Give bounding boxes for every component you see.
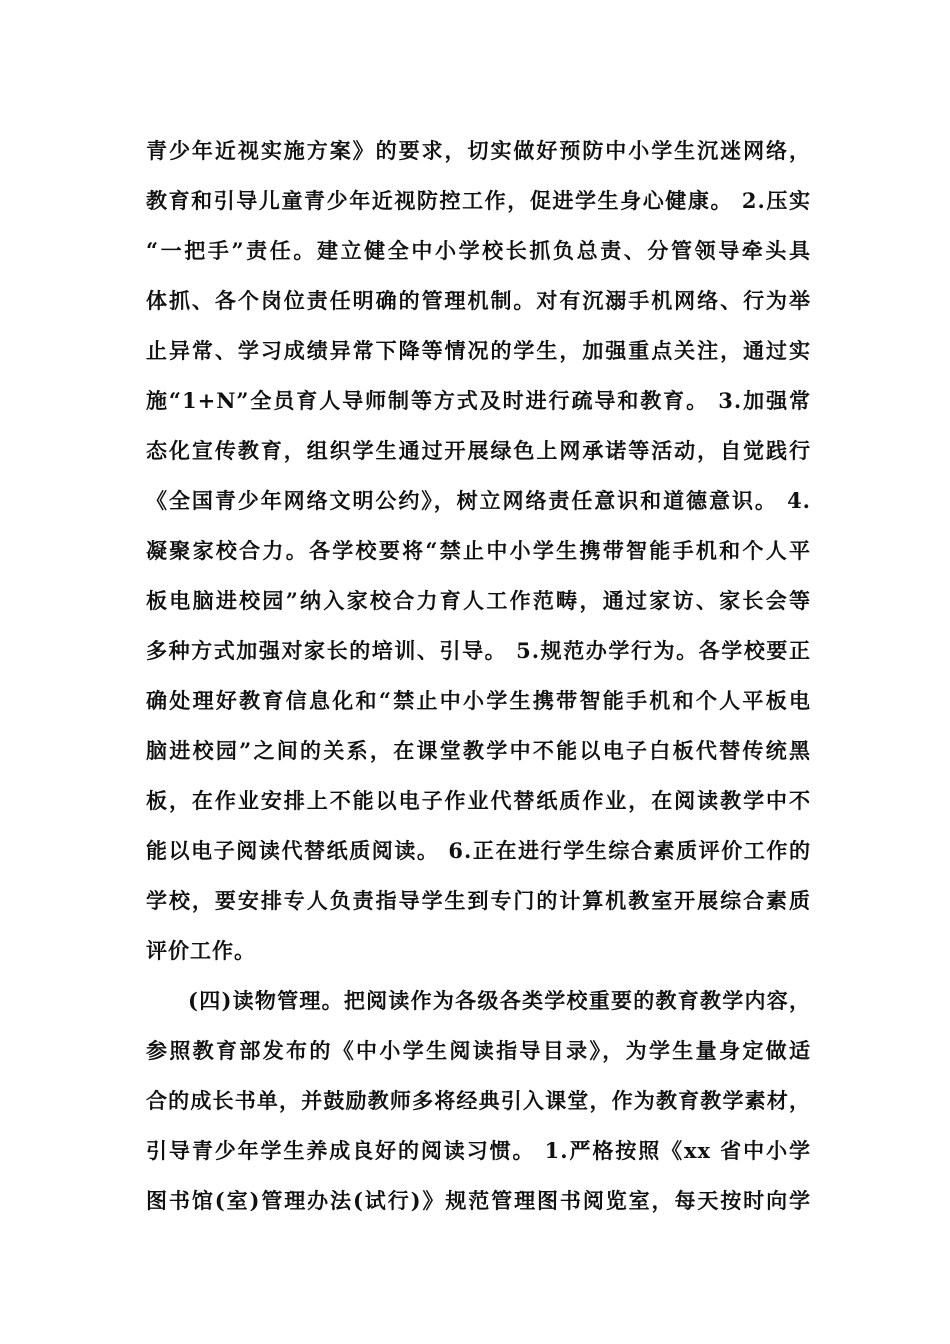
text-line: 合的成长书单，并鼓励教师多将经典引入课堂，作为教育教学素材， [146,1088,811,1113]
text-line: 图书馆(室)管理办法(试行)》规范管理图书阅览室，每天按时向学 [146,1188,811,1213]
text-line: 青少年近视实施方案》的要求，切实做好预防中小学生沉迷网络， [146,138,811,163]
text-line: 施“1+N”全员育人导师制等方式及时进行疏导和教育。 3.加强常 [146,388,811,413]
text-line: 脑进校园”之间的关系，在课堂教学中不能以电子白板代替传统黑 [146,738,811,763]
text-line: 板电脑进校园”纳入家校合力育人工作范畴，通过家访、家长会等 [146,588,811,613]
text-line: 确处理好教育信息化和“禁止中小学生携带智能手机和个人平板电 [146,688,811,713]
text-line: 体抓、各个岗位责任明确的管理机制。对有沉溺手机网络、行为举 [146,288,811,313]
text-line: 《全国青少年网络文明公约》，树立网络责任意识和道德意识。 4. [146,488,811,513]
text-line: 教育和引导儿童青少年近视防控工作，促进学生身心健康。 2.压实 [146,188,811,213]
text-line: 止异常、学习成绩异常下降等情况的学生，加强重点关注，通过实 [146,338,811,363]
paragraph-end-line: 评价工作。 [146,938,256,963]
text-line: 能以电子阅读代替纸质阅读。 6.正在进行学生综合素质评价工作的 [146,838,811,863]
document-body [146,126,811,1226]
text-line: 板，在作业安排上不能以电子作业代替纸质作业，在阅读教学中不 [146,788,811,813]
text-line: 参照教育部发布的《中小学生阅读指导目录》，为学生量身定做适 [146,1038,811,1063]
text-line: “一把手”责任。建立健全中小学校长抓负总责、分管领导牵头具 [146,238,811,263]
text-line: 多种方式加强对家长的培训、引导。 5.规范办学行为。各学校要正 [146,638,811,663]
text-line: 态化宣传教育，组织学生通过开展绿色上网承诺等活动，自觉践行 [146,438,811,463]
paragraph-heading-line: (四)读物管理。把阅读作为各级各类学校重要的教育教学内容， [188,988,811,1013]
text-line: 凝聚家校合力。各学校要将“禁止中小学生携带智能手机和个人平 [146,538,811,563]
text-line: 学校，要安排专人负责指导学生到专门的计算机教室开展综合素质 [146,888,811,913]
text-line: 引导青少年学生养成良好的阅读习惯。 1.严格按照《xx 省中小学 [146,1138,811,1163]
